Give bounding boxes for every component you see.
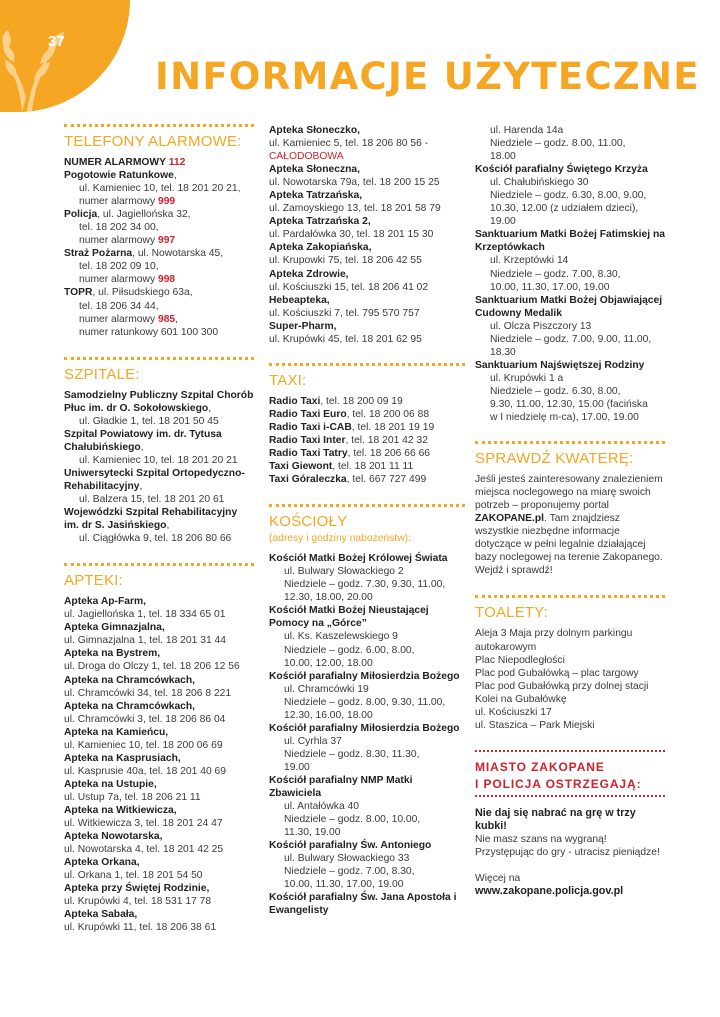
- taxi-name: Taxi Giewont: [269, 461, 333, 473]
- pharmacy-name: Apteka na Chramcówkach,: [64, 674, 196, 686]
- pharmacy-name: Apteka Zdrowie,: [269, 268, 349, 280]
- section-heading-kwatera: SPRAWDŹ KWATERĘ:: [475, 450, 634, 468]
- pharmacy-address: ul. Krupówki 45, tel. 18 201 62 95: [269, 333, 422, 345]
- pharmacy-address: ul. Nowotarska 4, tel. 18 201 42 25: [64, 844, 224, 856]
- taxi-name: Radio Taxi Inter: [269, 434, 346, 446]
- taxi-phone: , tel. 18 201 42 32: [345, 434, 428, 446]
- church-detail: 9.30, 11.00, 12.30, 15.00 (facińska: [490, 398, 648, 410]
- church-name: Kościół parafialny Św. Antoniego: [269, 840, 432, 852]
- policja-entry: Policja, ul. Jagiellońska 32,: [64, 209, 191, 221]
- church-detail: 12.30, 18.00, 20.00: [284, 592, 373, 604]
- section-subheading-koscioly: (adresy i godziny nabożeństw):: [269, 533, 411, 545]
- toilet-location: Plac Niepodległości: [475, 654, 565, 666]
- warning-text: Nie masz szans na wygraną! Przystępując do gry - utracisz pieniądze!: [475, 833, 660, 858]
- toilet-list: [475, 627, 665, 731]
- wheat-icon: [0, 0, 130, 112]
- church-detail: ul. Bulwary Słowackiego 2: [284, 566, 404, 578]
- church-name: Kościół parafialny Miłosierdzia Bożego: [269, 670, 460, 682]
- hospital-address: ul. Balzera 15, tel. 18 201 20 61: [79, 494, 225, 506]
- pharmacy-name: Apteka na Kasprusiach,: [64, 752, 181, 764]
- pharmacy-address: ul. Kościuszki 7, tel. 795 570 757: [269, 307, 420, 319]
- toilet-location: Plac pod Gubałówką – plac targowy: [475, 667, 639, 679]
- column-1: TELEFONY ALARMOWE: NUMER ALARMOWY 112 Pogotowie Ratunkowe, ul. Kamieniec 10, tel. 18 201 20 21, numer alarmowy 999 Policja, ul. Jagiellońska 32, tel. 18 202 34 00, numer alarmowy 997 Straż Pożarna, ul. Nowotarska 45, tel. 18 202 09 10, numer alarmowy 998 TOPR, ul. Piłsudskiego 63a, tel. 18 206 34 44, numer alarmowy 985, numer ratunkowy 601 100 300 SZPITALE: Samodzielny Publiczny Szpital Chorób Płuc im. dr O. Sokołowskiego, ul. Gładkie 1, tel. 18 201 50 45 Szpital Powiatowy im. dr. Tytusa Chałubińskiego, ul. Kamieniec 10, tel. 18 201 20 21 Uniwersytecki Szpital Ortopedyczno-Rehabilitacyjny, ul. Balzera 15, tel. 18 201 20 61 Wojewódzki Szpital Rehabilitacyjny im. dr S. Jasińskiego, ul. Ciągłówka 9, tel. 18 206 80 66 APTEKI: Apteka Ap-Farm, ul. Jagiellońska 1, tel. 18 334 65 01 Apteka Gimnazjalna, ul. Gimnazjalna 1, tel. 18 201 31 44 Apteka na Bystrem, ul. Droga do Olczy 1, tel. 18 206 12 56 Apteka na Chramcówkach, ul. Chramcówki 34, tel. 18 206 8 221 Apteka na Chramcówkach, ul. Chramcówki 3, tel. 18 206 86 04 Apteka na Kamieńcu, ul. Kamieniec 10, tel. 18 200 06 69 Apteka na Kasprusiach, ul. Kasprusie 40a, tel. 18 201 40 69 Apteka na Ustupie, ul. Ustup 7a, tel. 18 206 21 11 Apteka na Witkiewicza, ul. Witkiewicza 3, tel. 18 201 24 47 Apteka Nowotarska, ul. Nowotarska 4, tel. 18 201 42 25 Apteka Orkana, ul. Orkana 1, tel. 18 201 54 50 Apteka przy Świętej Rodzinie, ul. Krupówki 4, tel. 18 531 17 78 Apteka Sabała, ul. Krupówki 11, tel. 18 206 38 61: [64, 124, 254, 934]
- church-detail: ul. Krupówki 1 a: [490, 372, 564, 384]
- taxi-entry: [269, 421, 465, 434]
- hospital-name: Szpital Powiatowy im. dr. Tytusa Chałubińskiego: [64, 428, 222, 453]
- section-divider: [64, 563, 254, 566]
- pharmacy-address: ul. Krupówki 11, tel. 18 206 38 61: [64, 922, 217, 934]
- church-detail: ul. Chałubińskiego 30: [490, 177, 589, 189]
- church-detail: 18.30: [490, 346, 516, 358]
- more-info-label: Więcej na: [475, 873, 521, 885]
- pharmacy-name: Apteka Tatrzańska 2,: [269, 216, 371, 228]
- pharmacy-name: Apteka Sabała,: [64, 909, 138, 921]
- taxi-entry: [269, 395, 465, 408]
- section-divider: [64, 124, 254, 127]
- column-2: [269, 124, 465, 917]
- hospital-address: ul. Kamieniec 10, tel. 18 201 20 21: [79, 454, 238, 466]
- church-name: Sanktuarium Matki Bożej Fatimskiej na Krzeptówkach: [475, 229, 665, 254]
- section-heading-szpitale: SZPITALE:: [64, 365, 140, 383]
- taxi-phone: , tel. 18 201 19 19: [351, 421, 435, 433]
- pharmacy-address: ul. Krupowki 75, tel. 18 206 42 55: [269, 255, 422, 267]
- section-divider: [64, 357, 254, 360]
- pharmacy-name: Hebeapteka,: [269, 294, 330, 306]
- church-detail: Niedziele – godz. 6.30, 8.00, 9.00,: [490, 190, 647, 202]
- pharmacy-address: ul. Ustup 7a, tel. 18 206 21 11: [64, 791, 201, 803]
- pharmacy-address: ul. Kościuszki 15, tel. 18 206 41 02: [269, 281, 429, 293]
- church-name: Sanktuarium Matki Bożej Objawiającej Cudowny Medalik: [475, 294, 663, 319]
- warning-divider: [475, 795, 665, 797]
- pharmacy-address: ul. Zamoyskiego 13, tel. 18 201 58 79: [269, 203, 441, 215]
- church-detail: ul. Harenda 14a: [490, 125, 564, 136]
- page-number: 37: [48, 33, 65, 50]
- hospital-address: ul. Gładkie 1, tel. 18 201 50 45: [79, 415, 219, 427]
- church-detail: Niedziele – godz. 6.00, 8.00,: [284, 644, 415, 656]
- taxi-name: Taxi Góraleczka: [269, 474, 347, 486]
- pharmacy-name: Apteka na Bystrem,: [64, 648, 161, 660]
- pharmacy-name: Apteka Nowotarska,: [64, 831, 163, 843]
- church-detail: w I niedzielę m-ca), 17.00, 19.00: [490, 412, 639, 424]
- pharmacy-name: Apteka na Kamieńcu,: [64, 726, 169, 738]
- taxi-entry: [269, 447, 465, 460]
- church-detail: 10.30, 12.00 (z udziałem dzieci),: [490, 203, 639, 215]
- hospital-entry: [64, 428, 254, 454]
- column-3: [475, 124, 665, 898]
- church-list: [269, 552, 465, 917]
- pharmacy-name: Apteka Gimnazjalna,: [64, 622, 165, 634]
- pharmacy-address: ul. Orkana 1, tel. 18 201 54 50: [64, 870, 203, 882]
- church-detail: 11.30, 19.00: [284, 827, 341, 839]
- section-heading-koscioly: KOŚCIOŁY: [269, 513, 348, 531]
- pharmacy-name: Apteka na Chramcówkach,: [64, 700, 196, 712]
- church-name: Sanktuarium Najświętszej Rodziny: [475, 359, 645, 371]
- section-heading-apteki: APTEKI:: [64, 572, 123, 590]
- taxi-entry: [269, 473, 465, 486]
- warning-heading: MIASTO ZAKOPANE I POLICJA OSTRZEGAJĄ:: [475, 759, 642, 791]
- pharmacy-name: Apteka Słoneczna,: [269, 164, 360, 176]
- church-name: Kościół parafialny Miłosierdzia Bożego: [269, 722, 460, 734]
- pharmacy-address: ul. Witkiewicza 3, tel. 18 201 24 47: [64, 818, 223, 830]
- hospital-entry: [64, 506, 254, 532]
- pharmacy-address: ul. Chramcówki 3, tel. 18 206 86 04: [64, 713, 226, 725]
- pharmacy-address: ul. Kamieniec 5, tel. 18 206 80 56 -: [269, 138, 429, 150]
- hospital-name: Uniwersytecki Szpital Ortopedyczno-Rehabilitacyjny: [64, 467, 245, 492]
- section-divider: [269, 363, 465, 366]
- pharmacy-list: [64, 595, 254, 934]
- church-detail: ul. Ks. Kaszelewskiego 9: [284, 631, 398, 643]
- section-divider: [475, 595, 665, 598]
- section-heading-toalety: TOALETY:: [475, 604, 549, 622]
- church-detail: Niedziele – godz. 8.30, 11.30,: [284, 748, 420, 760]
- church-detail: 10.00, 11.30, 17.00, 19.00: [284, 879, 404, 891]
- warning-divider: [475, 750, 665, 752]
- church-list-col3: [475, 163, 665, 424]
- hospital-entry: [64, 467, 254, 493]
- church-detail: ul. Krzeptówki 14: [490, 255, 569, 267]
- church-name: Kościół parafialny Świętego Krzyża: [475, 164, 648, 176]
- pharmacy-name: Apteka Słoneczko,: [269, 125, 360, 136]
- toilet-location: Plac pod Gubałówką przy dolnej stacji Kolei na Gubałówkę: [475, 680, 649, 705]
- church-detail: 18.00: [490, 151, 516, 163]
- hospital-name: Wojewódzki Szpital Rehabilitacyjny im. dr S. Jasińskiego: [64, 507, 238, 532]
- section-heading-taxi: TAXI:: [269, 371, 307, 389]
- church-name: Kościół Matki Bożej Królowej Świata: [269, 553, 448, 565]
- hospital-address: ul. Ciągłówka 9, tel. 18 206 80 66: [79, 533, 232, 545]
- taxi-name: Radio Taxi: [269, 395, 321, 407]
- pharmacy-address: ul. Droga do Olczy 1, tel. 18 206 12 56: [64, 661, 240, 673]
- taxi-name: Radio Taxi i-CAB: [269, 421, 352, 433]
- hospital-name: Samodzielny Publiczny Szpital Chorób Płuc im. dr O. Sokołowskiego: [64, 389, 254, 414]
- pharmacy-address: ul. Pardałówka 30, tel. 18 201 15 30: [269, 229, 434, 241]
- taxi-phone: , tel. 18 206 66 66: [347, 447, 431, 459]
- section-heading-telefony: TELEFONY ALARMOWE:: [64, 133, 242, 150]
- church-detail: 10.00, 12.00, 18.00: [284, 657, 373, 669]
- church-detail: 10.00, 11.30, 17.00, 19.00: [490, 281, 610, 293]
- pharmacy-address: ul. Gimnazjalna 1, tel. 18 201 31 44: [64, 635, 226, 647]
- pharmacy-address: ul. Chramcówki 34, tel. 18 206 8 221: [64, 687, 232, 699]
- church-detail: Niedziele – godz. 7.30, 9.30, 11.00,: [284, 579, 446, 591]
- taxi-phone: , tel. 667 727 499: [346, 474, 427, 486]
- church-detail: ul. Cyrhla 37: [284, 735, 342, 747]
- taxi-name: Radio Taxi Tatry: [269, 447, 348, 459]
- taxi-phone: , tel. 18 200 09 19: [320, 395, 403, 407]
- pharmacy-name: Apteka Orkana,: [64, 857, 140, 869]
- pharmacy-name: Apteka przy Świętej Rodzinie,: [64, 883, 210, 895]
- pharmacy-24h-label: CAŁODOBOWA: [269, 151, 344, 163]
- church-detail: Niedziele – godz. 6.30, 8.00,: [490, 385, 621, 397]
- pharmacy-name: Super-Pharm,: [269, 320, 337, 332]
- taxi-entry: [269, 434, 465, 447]
- kwatera-text: Jeśli jesteś zainteresowany znalezieniem miejsca noclegowego na miarę swoich potrzeb – proponujemy portal ZAKOPANE.pl. Tam znajdziesz wszystkie niezbędne informacje dotyczące w pełni legalnie działającej bazy noclegowej na terenie Zakopanego. Wejdź i sprawdź!: [475, 474, 663, 577]
- pharmacy-address: ul. Kamieniec 10, tel. 18 200 06 69: [64, 739, 223, 751]
- section-divider: [269, 504, 465, 507]
- hospital-name-suffix: ,: [139, 480, 143, 492]
- pharmacy-address: ul. Nowotarska 79a, tel. 18 200 15 25: [269, 177, 440, 189]
- church-detail: Niedziele – godz. 8.00, 10.00,: [284, 814, 421, 826]
- church-detail: ul. Olcza Piszczory 13: [490, 320, 592, 332]
- toilet-location: Aleja 3 Maja przy dolnym parkingu autokarowym: [475, 628, 633, 653]
- pharmacy-address: ul. Kasprusie 40a, tel. 18 201 40 69: [64, 765, 227, 777]
- pharmacy-name: Apteka na Witkiewicza,: [64, 804, 177, 816]
- church-detail: ul. Chramcówki 19: [284, 683, 369, 695]
- page-corner-decoration: [0, 0, 130, 112]
- pharmacy-name: Apteka Zakopiańska,: [269, 242, 372, 254]
- emergency-number: NUMER ALARMOWY 112: [64, 157, 186, 168]
- hospital-name-suffix: ,: [140, 441, 144, 453]
- page-title: INFORMACJE UŻYTECZNE: [155, 55, 700, 98]
- church-detail: ul. Bulwary Słowackiego 33: [284, 853, 410, 865]
- church-name: Kościół parafialny NMP Matki Zbawiciela: [269, 774, 413, 800]
- pharmacy-name: Apteka Tatrzańska,: [269, 190, 363, 202]
- pharmacy-address: ul. Krupówki 4, tel. 18 531 17 78: [64, 896, 212, 908]
- hospital-name-suffix: ,: [208, 402, 212, 414]
- toilet-location: ul. Kościuszki 17: [475, 706, 552, 718]
- pharmacy-name: Apteka Ap-Farm,: [64, 596, 147, 608]
- hospital-entry: [64, 389, 254, 415]
- straz-entry: Straż Pożarna, ul. Nowotarska 45,: [64, 248, 224, 260]
- pharmacy-list-continued: [269, 124, 465, 346]
- taxi-entry: [269, 460, 465, 473]
- church-list-continued: [475, 124, 665, 163]
- church-detail: Niedziele – godz. 8.00, 11.00,: [490, 138, 626, 150]
- police-website-link[interactable]: www.zakopane.policja.gov.pl: [475, 885, 624, 898]
- hospital-list: [64, 389, 254, 546]
- church-detail: Niedziele – godz. 7.00, 8.30,: [490, 268, 621, 280]
- warning-bold-text: Nie daj się nabrać na grę w trzy kubki!: [475, 806, 636, 832]
- hospital-name-suffix: ,: [166, 520, 170, 532]
- pharmacy-name: Apteka na Ustupie,: [64, 778, 157, 790]
- section-divider: [475, 441, 665, 444]
- taxi-name: Radio Taxi Euro: [269, 408, 347, 420]
- church-detail: 19.00: [284, 761, 310, 773]
- topr-entry: TOPR, ul. Piłsudskiego 63a,: [64, 287, 193, 299]
- church-detail: Niedziele – godz. 8.00, 9.30, 11.00,: [284, 696, 446, 708]
- taxi-phone: , tel. 18 201 11 11: [332, 461, 414, 473]
- taxi-list: [269, 395, 465, 486]
- church-detail: ul. Antałówka 40: [284, 801, 359, 813]
- pharmacy-address: ul. Jagiellońska 1, tel. 18 334 65 01: [64, 609, 226, 621]
- toilet-location: ul. Staszica – Park Miejski: [475, 719, 595, 731]
- church-detail: Niedziele – godz. 7.00, 9.00, 11.00,: [490, 333, 652, 345]
- pogotowie-entry: Pogotowie Ratunkowe,: [64, 170, 177, 182]
- church-detail: Niedziele – godz. 7.00, 8.30,: [284, 866, 415, 878]
- church-detail: 19.00: [490, 216, 516, 228]
- taxi-phone: , tel. 18 200 06 88: [346, 408, 430, 420]
- church-name: Kościół parafialny Św. Jana Apostoła i Ewangelisty: [269, 892, 457, 917]
- taxi-entry: [269, 408, 465, 421]
- church-name: Kościół Matki Bożej Nieustającej Pomocy na „Górce”: [269, 605, 429, 630]
- church-detail: 12.30, 16.00, 18.00: [284, 709, 373, 721]
